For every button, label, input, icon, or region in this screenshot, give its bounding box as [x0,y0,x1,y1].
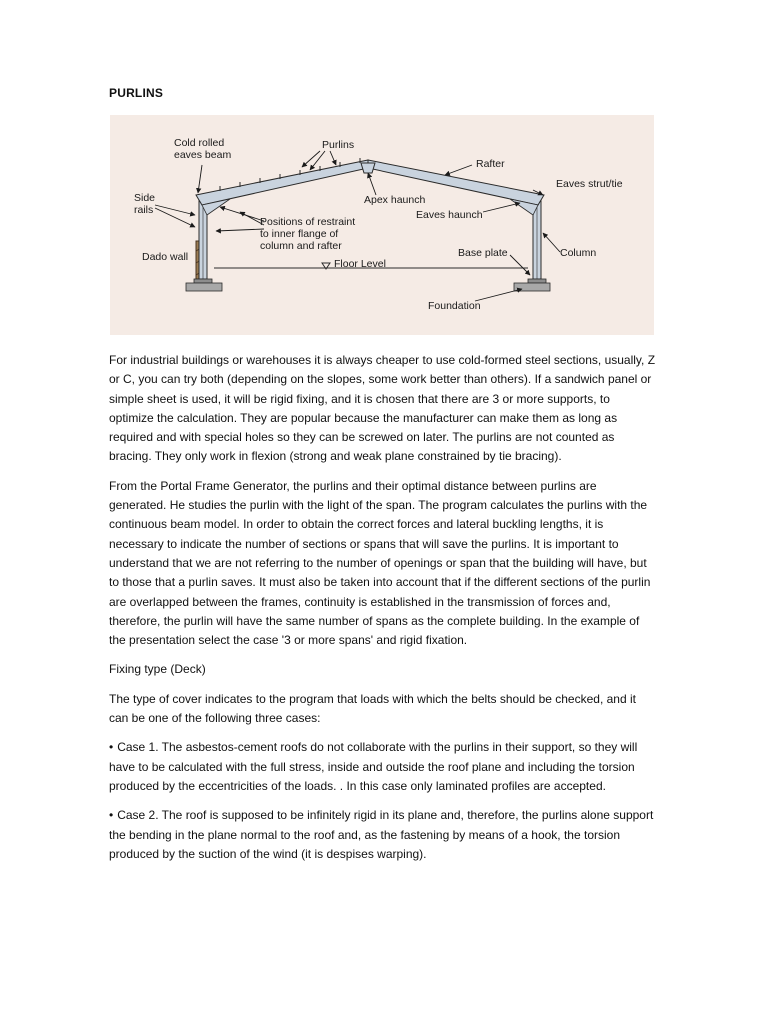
label-base-plate: Base plate [458,247,508,259]
label-rails: rails [134,204,154,216]
label-rafter: Rafter [476,158,505,170]
bullet-item [109,738,657,796]
label-eaves-haunch: Eaves haunch [416,209,483,221]
label-restraint-3: column and rafter [260,240,342,252]
label-side: Side [134,192,156,204]
portal-frame-svg [110,115,654,335]
left-foundation [186,283,222,291]
label-cold-rolled: Cold rolled [174,137,225,149]
label-eaves-beam: eaves beam [174,149,232,161]
portal-frame-diagram [110,115,654,335]
label-foundation: Foundation [428,300,481,312]
label-restraint-1: Positions of restraint [260,216,356,228]
label-dado-wall: Dado wall [142,251,189,263]
bullet-text: Case 1. The asbestos-cement roofs do not collaborate with the purlins in their support, so they will have to be calculated with the full stress, inside and outside the roof plane and including the torsion produced by the eccentricities of the loads. . In this case only laminated profiles are accepted. [109,740,638,793]
bullet-icon: • [109,740,114,755]
label-eaves-strut: Eaves strut/tie [556,178,623,190]
label-column: Column [560,247,597,259]
section-heading: PURLINS [109,86,164,100]
body-text [109,351,657,874]
paragraph: For industrial buildings or warehouses it is always cheaper to use cold-formed steel sections, usually, Z or C, you can try both (depending on the slopes, some work better than others). If a sandwich panel or simple sheet is used, it will be rigid fixing, and it is chosen that there are 3 or more supports, to optimize the calculation. They are popular because the manufacturer can make them as long as required and with special holes so they can be screwed on later. The purlins are not counted as bracing. They only work in flexion (strong and weak plane constrained by tie bracing). [109,353,656,464]
label-floor-level: Floor Level [334,258,386,270]
bullet-text: Case 2. The roof is supposed to be infinitely rigid in its plane and, therefore, the purlins alone support the bending in the plane normal to the roof and, as the fastening by means of a hook, the torsion produced by the suction of the wind (it is despises warping). [109,808,654,861]
left-rafter [196,160,368,205]
label-apex-haunch: Apex haunch [364,194,426,206]
bullet-icon: • [109,808,114,823]
subheading-fixing-type: Fixing type (Deck) [109,662,206,677]
label-restraint-2: to inner flange of [260,228,339,240]
apex-haunch-shape [361,163,375,173]
label-purlins: Purlins [322,139,355,151]
paragraph: The type of cover indicates to the program that loads with which the belts should be checked, and it can be one of the following three cases: [109,691,636,726]
bullet-item [109,806,657,864]
paragraph: From the Portal Frame Generator, the purlins and their optimal distance between purlins are generated. He studies the purlin with the light of the span. The program calculates the purlins with the continuous beam model. In order to obtain the correct forces and lateral buckling lengths, it is necessary to indicate the number of sections or spans that will save the purlins. It is important to understand that we are not referring to the number of openings or span that the building will have, but to those that a purlin saves. It must also be taken into account that if the different sections of the purlin are overlapped between the frames, continuity is established in the transmission of forces and, therefore, the purlin will have the same number of spans as the complete building. In the example of the presentation select the case '3 or more spans' and rigid fixation. [109,478,651,648]
